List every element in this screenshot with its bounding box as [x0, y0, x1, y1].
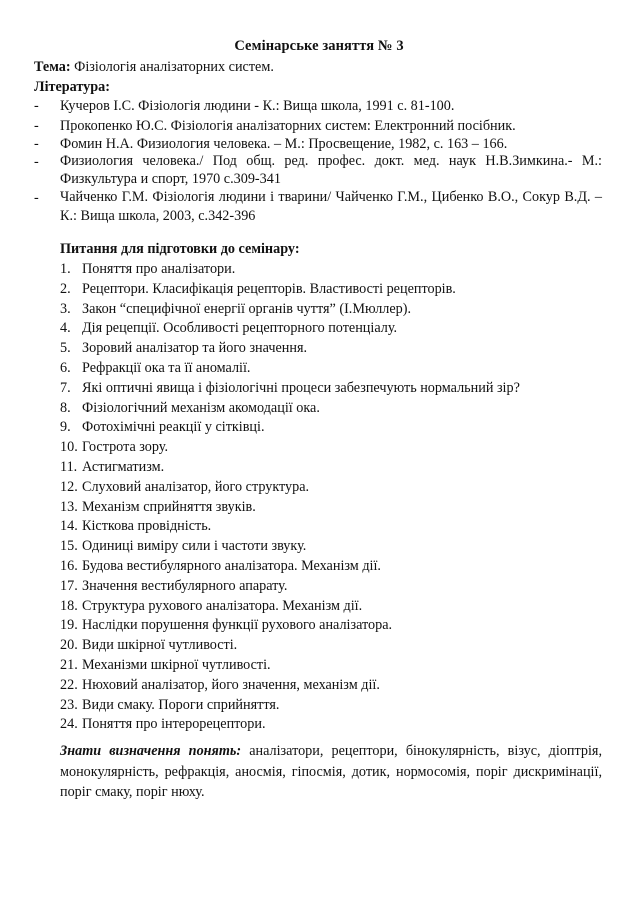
question-text: Рефракції ока та її аномалії.	[82, 360, 251, 376]
question-item	[60, 359, 602, 377]
question-text: Поняття про інтерорецептори.	[82, 716, 266, 733]
question-item	[60, 418, 602, 436]
literature-item: Чайченко Г.М. Фізіологія людини і тварини/ Чайченко Г.М., Цибенко В.О., Сокур В.Д. – К.: Вища школа, 2003, с.342-396	[60, 189, 602, 224]
question-item	[60, 517, 602, 535]
question-item	[60, 715, 602, 733]
question-text: Дія рецепції. Особливості рецепторного потенціалу.	[82, 320, 398, 337]
question-number: 9.	[60, 419, 71, 436]
question-text: Нюховий аналізатор, його значення, механізм дії.	[82, 676, 380, 693]
question-number: 22.	[60, 676, 78, 693]
question-text: Астигматизм.	[82, 459, 165, 475]
question-number: 21.	[60, 657, 78, 673]
topic-text: Фізіологія аналізаторних систем.	[74, 59, 274, 75]
question-number: 5.	[60, 340, 71, 357]
literature-item: Кучеров І.С. Фізіологія людини - К.: Вища школа, 1991 с. 81-100.	[60, 98, 455, 114]
definitions-label: Знати визначення понять:	[60, 743, 242, 759]
question-text: Гострота зору.	[82, 439, 169, 456]
question-text: Будова вестибулярного аналізатора. Механізм дії.	[82, 558, 381, 574]
question-number: 18.	[60, 597, 78, 614]
question-item	[60, 656, 602, 674]
question-number: 3.	[60, 300, 71, 317]
question-item	[60, 319, 602, 337]
topic-line	[34, 58, 602, 76]
question-item	[60, 676, 602, 694]
question-number: 6.	[60, 360, 71, 376]
question-number: 24.	[60, 716, 78, 733]
question-text: Кісткова провідність.	[82, 518, 212, 535]
question-number: 16.	[60, 558, 78, 574]
questions-heading: Питання для підготовки до семінару:	[60, 241, 300, 257]
list-bullet: -	[34, 118, 39, 134]
list-bullet: -	[34, 136, 39, 152]
question-item	[60, 696, 602, 714]
question-text: Зоровий аналізатор та його значення.	[82, 340, 308, 357]
question-text: Закон “специфічної енергії органів чуття” (І.Мюллер).	[82, 300, 412, 317]
question-number: 23.	[60, 696, 78, 713]
question-text: Види смаку. Пороги сприйняття.	[82, 696, 280, 713]
definitions-paragraph	[60, 741, 602, 803]
question-item	[60, 498, 602, 516]
question-number: 17.	[60, 577, 78, 594]
list-bullet: -	[34, 190, 39, 206]
question-number: 1.	[60, 261, 71, 277]
question-number: 10.	[60, 439, 78, 456]
question-text: Структура рухового аналізатора. Механізм дії.	[82, 597, 363, 614]
question-item	[60, 557, 602, 575]
question-item	[60, 280, 602, 298]
question-number: 8.	[60, 399, 71, 416]
question-text: Рецептори. Класифікація рецепторів. Властивості рецепторів.	[82, 280, 456, 297]
question-number: 20.	[60, 637, 78, 654]
question-text: Слуховий аналізатор, його структура.	[82, 478, 310, 495]
question-item	[60, 458, 602, 476]
page-title: Семінарське заняття № 3	[234, 38, 404, 54]
question-item	[60, 438, 602, 456]
question-item	[60, 597, 602, 615]
topic-label: Тема:	[34, 59, 71, 75]
question-number: 4.	[60, 320, 71, 337]
definitions-text: аналізатори, рецептори, бінокулярність, візус, діоптрія, монокулярність, рефракція, аносмія, гіпосмія, дотик, нормосомія, поріг дискримінації, поріг смаку, поріг нюху.	[60, 743, 602, 800]
question-text: Механізм сприйняття звуків.	[82, 498, 256, 515]
question-text: Фотохімічні реакції у сітківці.	[82, 419, 265, 436]
literature-item: Физиология человека./ Под общ. ред. профес. докт. мед. наук Н.В.Зимкина.- М.: Физкультура и спорт, 1970 с.309-341	[60, 153, 602, 187]
question-number: 7.	[60, 379, 71, 396]
literature-item: Прокопенко Ю.С. Фізіологія аналізаторних систем: Електронний посібник.	[60, 118, 516, 134]
list-bullet: -	[34, 154, 39, 170]
question-item	[60, 616, 602, 634]
question-text: Значення вестибулярного апарату.	[82, 577, 288, 594]
question-text: Які оптичні явища і фізіологічні процеси забезпечують нормальний зір?	[82, 379, 520, 396]
question-number: 19.	[60, 617, 78, 634]
question-item	[60, 260, 602, 278]
question-item	[60, 478, 602, 496]
question-text: Одиниці виміру сили і частоти звуку.	[82, 538, 307, 555]
question-number: 11.	[60, 459, 78, 475]
question-item	[60, 339, 602, 357]
question-text: Наслідки порушення функції рухового аналізатора.	[82, 617, 393, 634]
question-text: Види шкірної чутливості.	[82, 637, 238, 654]
question-item	[60, 636, 602, 654]
question-item	[60, 379, 602, 397]
question-text: Поняття про аналізатори.	[82, 261, 236, 277]
question-number: 2.	[60, 280, 71, 297]
question-item	[60, 577, 602, 595]
list-bullet: -	[34, 98, 39, 114]
question-number: 15.	[60, 538, 78, 555]
literature-label: Література:	[34, 79, 110, 95]
question-text: Механізми шкірної чутливості.	[82, 657, 271, 673]
question-item	[60, 399, 602, 417]
question-number: 12.	[60, 478, 78, 495]
question-number: 13.	[60, 498, 78, 515]
question-text: Фізіологічний механізм акомодації ока.	[82, 399, 320, 416]
literature-item: Фомин Н.А. Физиология человека. – М.: Просвещение, 1982, с. 163 – 166.	[60, 136, 508, 152]
question-item	[60, 537, 602, 555]
question-item	[60, 300, 602, 318]
question-number: 14.	[60, 518, 78, 535]
